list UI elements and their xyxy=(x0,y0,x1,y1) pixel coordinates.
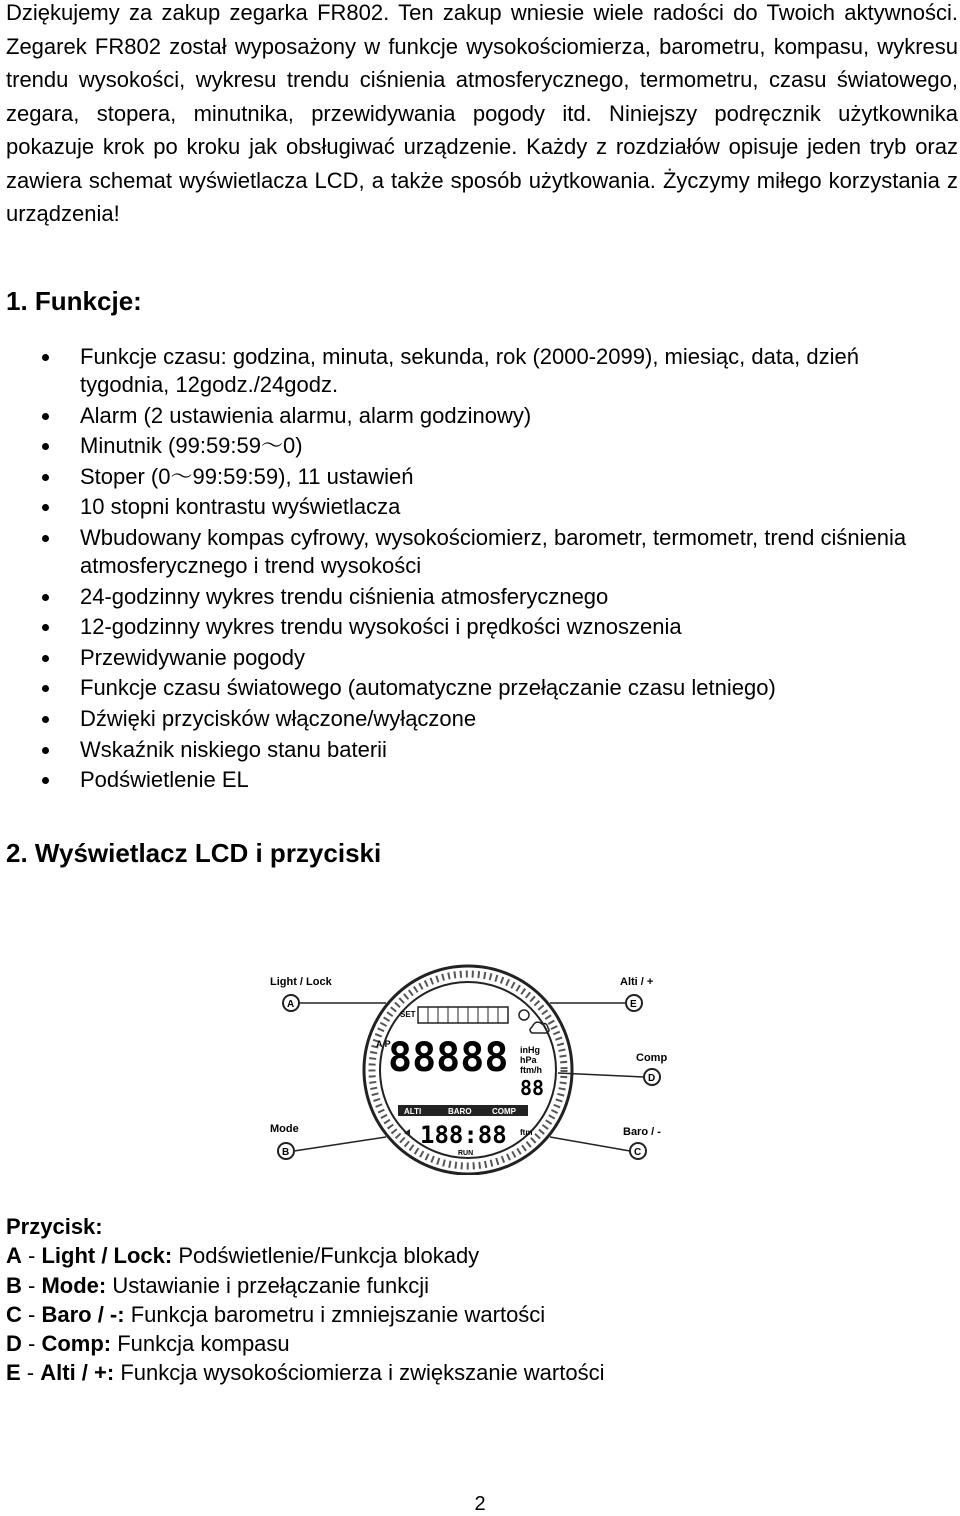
button-label-c: Baro / - xyxy=(623,1126,661,1138)
button-letter-e: E xyxy=(630,999,637,1010)
legend-desc: Podświetlenie/Funkcja blokady xyxy=(178,1243,480,1269)
legend-desc: Funkcja barometru i zmniejszanie wartości xyxy=(130,1301,546,1327)
intro-paragraph: Dziękujemy za zakup zegarka FR802. Ten zakup wniesie wiele radości do Twoich aktywności. Zegarek FR802 został wyposażony w funkcje wysokościomierza, barometru, kompasu, wykresu trendu wysokości, wykresu trendu ciśnienia atmosferycznego, termometru, czasu światowego, zegara, stopera, minutnika, przewidywania pogody itd. Niniejszy podręcznik użytkownika pokazuje krok po kroku jak obsługiwać urządzenie. Każdy z rozdziałów opisuje jeden tryb oraz zawiera schemat wyświetlacza LCD, a także sposób użytkowania. Życzymy miłego korzystania z urządzenia! xyxy=(6,0,958,226)
list-item: 24-godzinny wykres trendu ciśnienia atmosferycznego xyxy=(0,583,940,611)
list-item: Wskaźnik niskiego stanu baterii xyxy=(0,736,940,764)
lcd-unit-inhg: inHg xyxy=(520,1045,540,1055)
list-item: Minutnik (99:59:59～0) xyxy=(0,432,940,460)
lcd-small-digits: 88 xyxy=(520,1076,545,1100)
page-number: 2 xyxy=(474,1493,486,1515)
legend-name: Baro / -: xyxy=(41,1301,125,1327)
legend-desc: Ustawianie i przełączanie funkcji xyxy=(112,1272,430,1298)
lcd-bar-graph xyxy=(418,1007,508,1023)
lcd-run-label: RUN xyxy=(458,1150,474,1157)
feature-list xyxy=(0,343,940,797)
legend-desc: Funkcja kompasu xyxy=(117,1331,290,1357)
list-item: Przewidywanie pogody xyxy=(0,644,940,672)
legend-row-e: E - Alti / +: Funkcja wysokościomierza i zwiększanie wartości xyxy=(6,1360,605,1386)
legend-name: Comp: xyxy=(41,1331,112,1357)
legend-key: C xyxy=(6,1301,22,1327)
legend-name: Light / Lock: xyxy=(41,1243,173,1269)
button-label-b: Mode xyxy=(270,1123,299,1135)
list-item: Stoper (0～99:59:59), 11 ustawień xyxy=(0,463,940,491)
list-item: Podświetlenie EL xyxy=(0,766,940,794)
lcd-mode-comp: COMP xyxy=(492,1107,516,1116)
button-letter-c: C xyxy=(634,1147,642,1158)
list-item: 10 stopni kontrastu wyświetlacza xyxy=(0,493,940,521)
lcd-mode-alti: ALTI xyxy=(404,1107,422,1116)
legend-key: B xyxy=(6,1272,22,1298)
lcd-side-label: A P xyxy=(376,1039,391,1049)
legend-key: E xyxy=(6,1360,21,1386)
button-label-d: Comp xyxy=(636,1052,668,1064)
watch-diagram-svg xyxy=(258,955,678,1175)
legend-row-b: B - Mode: Ustawianie i przełączanie funkcji xyxy=(6,1272,430,1298)
section-heading-lcd: 2. Wyświetlacz LCD i przyciski xyxy=(6,838,382,868)
list-item: Wbudowany kompas cyfrowy, wysokościomierz, barometr, termometr, trend ciśnienia atmosferycznego i trend wysokości xyxy=(0,524,940,580)
lcd-main-digits: 88888 xyxy=(388,1035,509,1081)
lcd-ftm-label: ftm xyxy=(520,1128,533,1137)
list-item: Alarm (2 ustawienia alarmu, alarm godzinowy) xyxy=(0,402,940,430)
list-item: 12-godzinny wykres trendu wysokości i prędkości wznoszenia xyxy=(0,613,940,641)
button-label-a: Light / Lock xyxy=(270,976,332,988)
lcd-unit-ftmh: ftm/h xyxy=(520,1065,542,1075)
list-item: Funkcje czasu: godzina, minuta, sekunda, rok (2000-2099), miesiąc, data, dzień tygodnia, 12godz./24godz. xyxy=(0,343,940,399)
legend-row-d: D - Comp: Funkcja kompasu xyxy=(6,1331,290,1357)
buttons-legend xyxy=(6,1212,604,1388)
lcd-unit-hpa: hPa xyxy=(520,1055,537,1065)
legend-key: A xyxy=(6,1243,22,1269)
legend-key: D xyxy=(6,1331,22,1357)
legend-row-a: A - Light / Lock: Podświetlenie/Funkcja blokady xyxy=(6,1243,480,1269)
lcd-bottom-digits: 188:88 xyxy=(420,1121,507,1149)
legend-row-c: C - Baro / -: Funkcja barometru i zmniejszanie wartości xyxy=(6,1301,546,1327)
legend-desc: Funkcja wysokościomierza i zwiększanie wartości xyxy=(120,1360,605,1386)
button-letter-b: B xyxy=(282,1147,290,1158)
button-letter-a: A xyxy=(287,999,295,1010)
legend-name: Alti / +: xyxy=(40,1360,115,1386)
list-item: Funkcje czasu światowego (automatyczne przełączanie czasu letniego) xyxy=(0,674,940,702)
watch-diagram xyxy=(258,955,678,1175)
button-letter-d: D xyxy=(648,1073,656,1084)
lcd-mode-baro: BARO xyxy=(448,1107,472,1116)
button-label-e: Alti / + xyxy=(620,976,654,988)
section-heading-functions: 1. Funkcje: xyxy=(6,286,142,316)
lcd-set-label: SET xyxy=(400,1010,416,1019)
buttons-legend-title: Przycisk: xyxy=(6,1214,103,1239)
legend-name: Mode: xyxy=(41,1272,107,1298)
list-item: Dźwięki przycisków włączone/wyłączone xyxy=(0,705,940,733)
